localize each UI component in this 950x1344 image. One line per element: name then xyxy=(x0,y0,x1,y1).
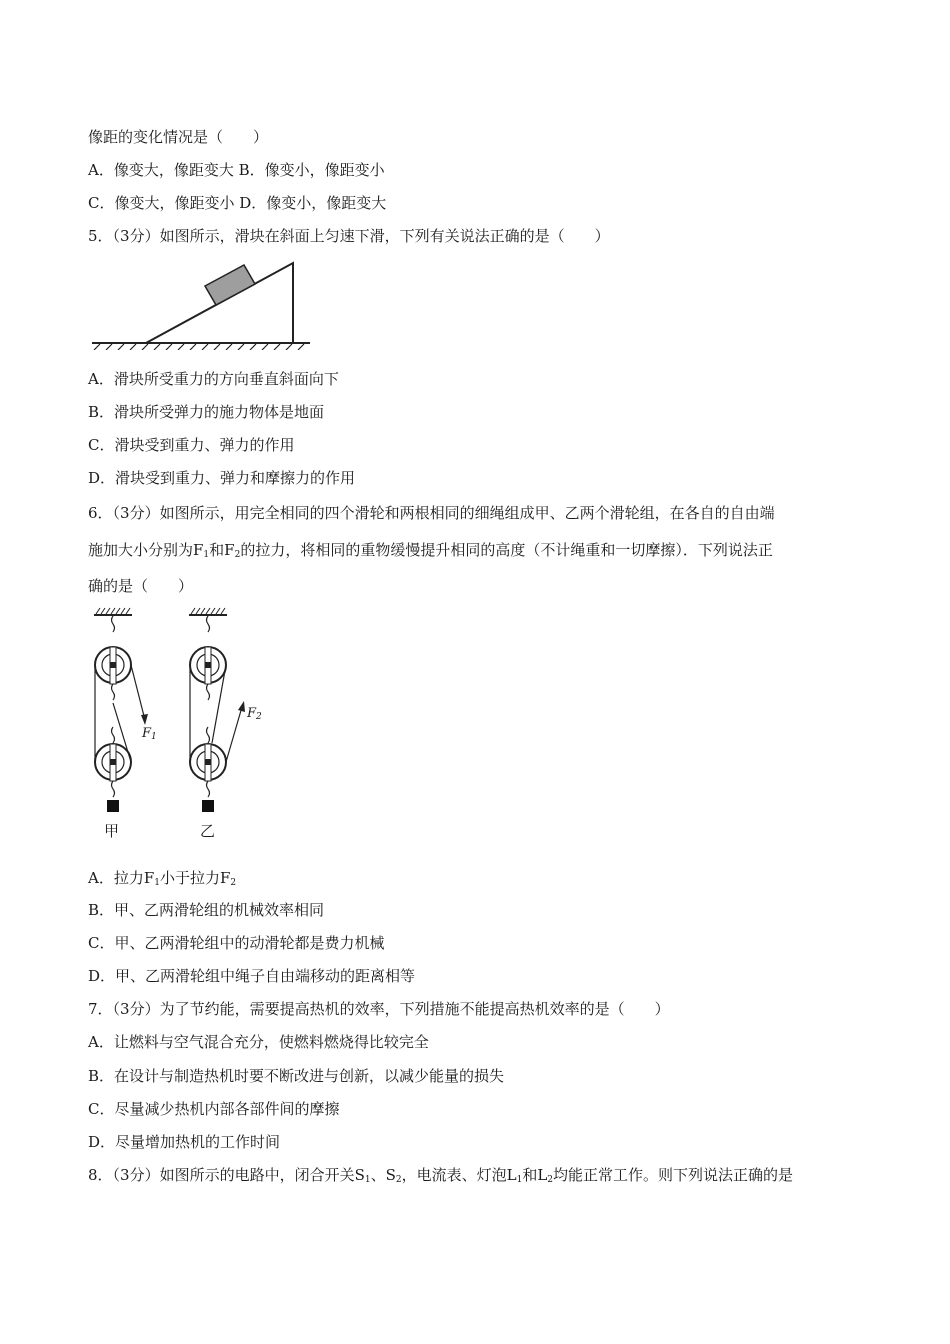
q7-option-d: D．尽量增加热机的工作时间 xyxy=(88,1133,281,1151)
weight-yi xyxy=(202,800,214,812)
q5-stem: 5．（3分）如图所示，滑块在斜面上匀速下滑，下列有关说法正确的是（ ） xyxy=(88,227,610,245)
figure-label-yi: 乙 xyxy=(200,822,216,840)
q6-option-a: A．拉力$F_1$小于拉力$F_2$ xyxy=(88,869,237,888)
force-label-f1: $F_1$ xyxy=(142,726,157,742)
pulley-system-yi xyxy=(189,608,245,812)
force-label-f2: $F_2$ xyxy=(247,706,262,722)
q7-stem: 7．（3分）为了节约能，需要提高热机的效率，下列措施不能提高热机效率的是（ ） xyxy=(88,1000,670,1018)
q7-option-a: A．让燃料与空气混合充分，使燃料燃烧得比较完全 xyxy=(88,1033,429,1051)
q5-option-b: B．滑块所受弹力的施力物体是地面 xyxy=(88,403,325,421)
q8-stem: 8．（3分）如图所示的电路中，闭合开关$S_1$、$S_2$，电流表、灯泡$L_1$和$L_2$均能正常工作。则下列说法正确的是 xyxy=(88,1166,794,1185)
q5-option-a: A．滑块所受重力的方向垂直斜面向下 xyxy=(88,370,339,388)
q4-options-cd: C．像变大，像距变小 D．像变小，像距变大 xyxy=(88,194,387,212)
q6-option-b: B．甲、乙两滑轮组的机械效率相同 xyxy=(88,901,325,919)
incline-figure xyxy=(88,258,313,350)
weight-jia xyxy=(107,800,119,812)
q6-stem-line1: 6．（3分）如图所示，用完全相同的四个滑轮和两根相同的细绳组成甲、乙两个滑轮组，在各自的自由端 xyxy=(88,504,775,522)
ground-hatching xyxy=(94,344,304,350)
q4-stem-continuation: 像距的变化情况是（ ） xyxy=(88,128,269,146)
q7-option-b: B．在设计与制造热机时要不断改进与创新，以减少能量的损失 xyxy=(88,1067,505,1085)
q7-option-c: C．尽量减少热机内部各部件间的摩擦 xyxy=(88,1100,340,1118)
q6-stem-line3: 确的是（ ） xyxy=(88,577,194,595)
q4-options-ab: A．像变大，像距变大 B．像变小，像距变小 xyxy=(88,161,385,179)
q6-option-c: C．甲、乙两滑轮组中的动滑轮都是费力机械 xyxy=(88,934,385,952)
q6-stem-line2: 施加大小分别为$F_1$和$F_2$的拉力，将相同的重物缓慢提升相同的高度（不计绳重和一切摩擦）．下列说法正 xyxy=(88,541,773,560)
pulley-figure xyxy=(88,607,268,842)
figure-label-jia: 甲 xyxy=(104,822,120,840)
slider-block xyxy=(205,265,255,305)
q5-option-d: D．滑块受到重力、弹力和摩擦力的作用 xyxy=(88,469,356,487)
pulley-system-jia xyxy=(94,608,148,812)
q5-option-c: C．滑块受到重力、弹力的作用 xyxy=(88,436,295,454)
q6-option-d: D．甲、乙两滑轮组中绳子自由端移动的距离相等 xyxy=(88,967,416,985)
